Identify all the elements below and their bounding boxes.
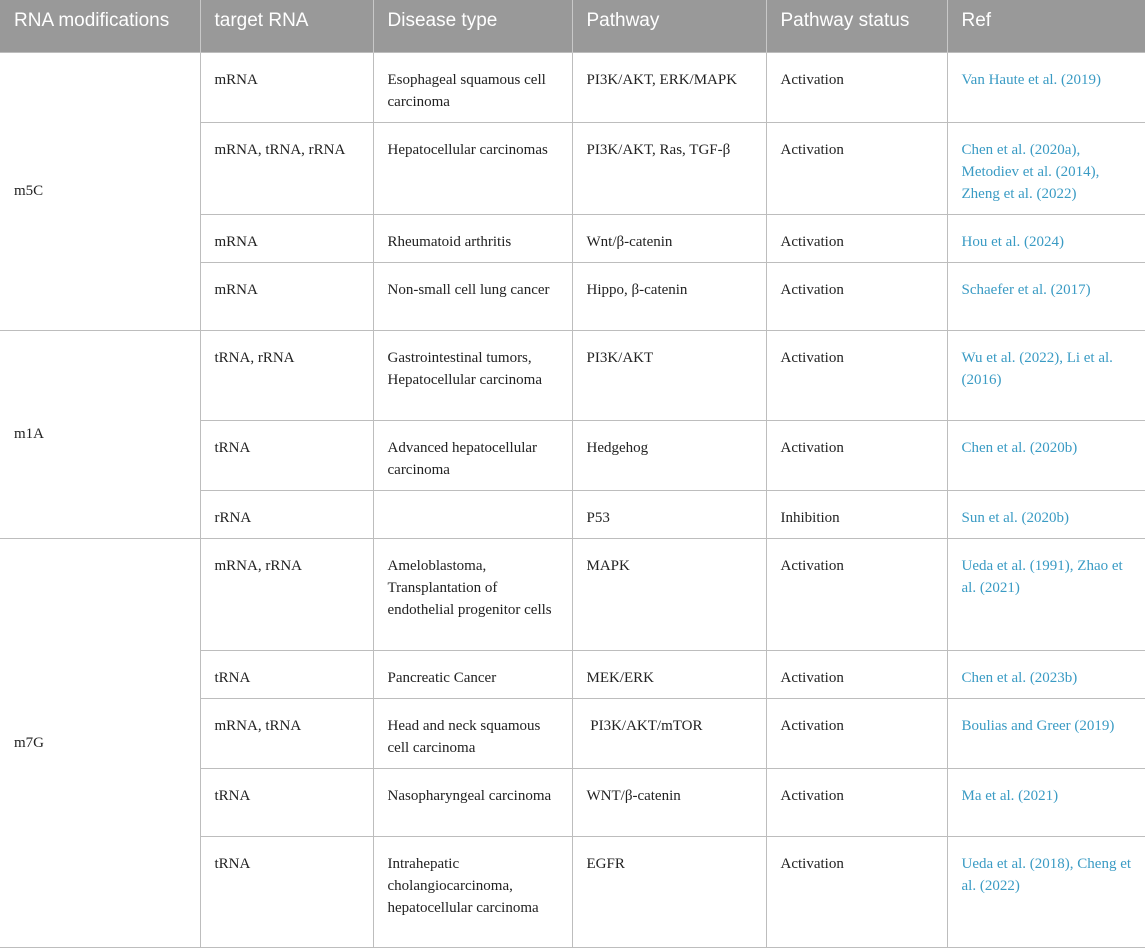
ref-link[interactable]: Ueda et al. (1991), Zhao et al. (2021) [947,538,1145,650]
status-cell: Activation [766,650,947,698]
modification-cell: m5C [0,52,200,330]
pathway-cell: MEK/ERK [572,650,766,698]
disease-cell: Nasopharyngeal carcinoma [373,768,572,836]
status-cell: Activation [766,330,947,420]
disease-cell: Pancreatic Cancer [373,650,572,698]
target-rna-cell: mRNA, rRNA [200,538,373,650]
pathway-cell: WNT/β-catenin [572,768,766,836]
pathway-cell: Hedgehog [572,420,766,490]
ref-link[interactable]: Ma et al. (2021) [947,768,1145,836]
status-cell: Inhibition [766,490,947,538]
header-pathway-status: Pathway status [766,0,947,52]
pathway-cell: PI3K/AKT, Ras, TGF-β [572,122,766,214]
disease-cell: Esophageal squamous cell carcinoma [373,52,572,122]
target-rna-cell: rRNA [200,490,373,538]
ref-link[interactable]: Chen et al. (2023b) [947,650,1145,698]
ref-link[interactable]: Chen et al. (2020a), Metodiev et al. (2014), Zheng et al. (2022) [947,122,1145,214]
target-rna-cell: mRNA, tRNA, rRNA [200,122,373,214]
pathway-cell: MAPK [572,538,766,650]
header-target-rna: target RNA [200,0,373,52]
status-cell: Activation [766,698,947,768]
pathway-cell: PI3K/AKT [572,330,766,420]
header-row [0,0,1145,52]
ref-link[interactable]: Schaefer et al. (2017) [947,262,1145,330]
status-cell: Activation [766,768,947,836]
disease-cell: Ameloblastoma, Transplantation of endothelial progenitor cells [373,538,572,650]
ref-link[interactable]: Van Haute et al. (2019) [947,52,1145,122]
ref-link[interactable]: Chen et al. (2020b) [947,420,1145,490]
ref-link[interactable]: Wu et al. (2022), Li et al. (2016) [947,330,1145,420]
disease-cell: Rheumatoid arthritis [373,214,572,262]
pathway-cell: Wnt/β-catenin [572,214,766,262]
target-rna-cell: mRNA [200,214,373,262]
table-row [0,538,1145,650]
header-disease-type: Disease type [373,0,572,52]
disease-cell [373,490,572,538]
target-rna-cell: tRNA [200,420,373,490]
pathway-cell: Hippo, β-catenin [572,262,766,330]
target-rna-cell: tRNA [200,836,373,947]
disease-cell: Advanced hepatocellular carcinoma [373,420,572,490]
target-rna-cell: mRNA [200,262,373,330]
target-rna-cell: tRNA, rRNA [200,330,373,420]
status-cell: Activation [766,122,947,214]
ref-link[interactable]: Boulias and Greer (2019) [947,698,1145,768]
ref-link[interactable]: Ueda et al. (2018), Cheng et al. (2022) [947,836,1145,947]
pathway-cell: PI3K/AKT, ERK/MAPK [572,52,766,122]
disease-cell: Head and neck squamous cell carcinoma [373,698,572,768]
modification-cell: m1A [0,330,200,538]
header-rna-modifications: RNA modifications [0,0,200,52]
status-cell: Activation [766,52,947,122]
pathway-cell: PI3K/AKT/mTOR [572,698,766,768]
disease-cell: Intrahepatic cholangiocarcinoma, hepatocellular carcinoma [373,836,572,947]
target-rna-cell: tRNA [200,768,373,836]
table-row [0,52,1145,122]
status-cell: Activation [766,538,947,650]
disease-cell: Hepatocellular carcinomas [373,122,572,214]
status-cell: Activation [766,836,947,947]
ref-link[interactable]: Hou et al. (2024) [947,214,1145,262]
table-row [0,330,1145,420]
status-cell: Activation [766,420,947,490]
pathway-cell: EGFR [572,836,766,947]
header-pathway: Pathway [572,0,766,52]
target-rna-cell: mRNA [200,52,373,122]
modification-cell: m7G [0,538,200,947]
target-rna-cell: tRNA [200,650,373,698]
disease-cell: Non-small cell lung cancer [373,262,572,330]
header-ref: Ref [947,0,1145,52]
status-cell: Activation [766,214,947,262]
pathway-cell: P53 [572,490,766,538]
ref-link[interactable]: Sun et al. (2020b) [947,490,1145,538]
disease-cell: Gastrointestinal tumors, Hepatocellular carcinoma [373,330,572,420]
target-rna-cell: mRNA, tRNA [200,698,373,768]
status-cell: Activation [766,262,947,330]
